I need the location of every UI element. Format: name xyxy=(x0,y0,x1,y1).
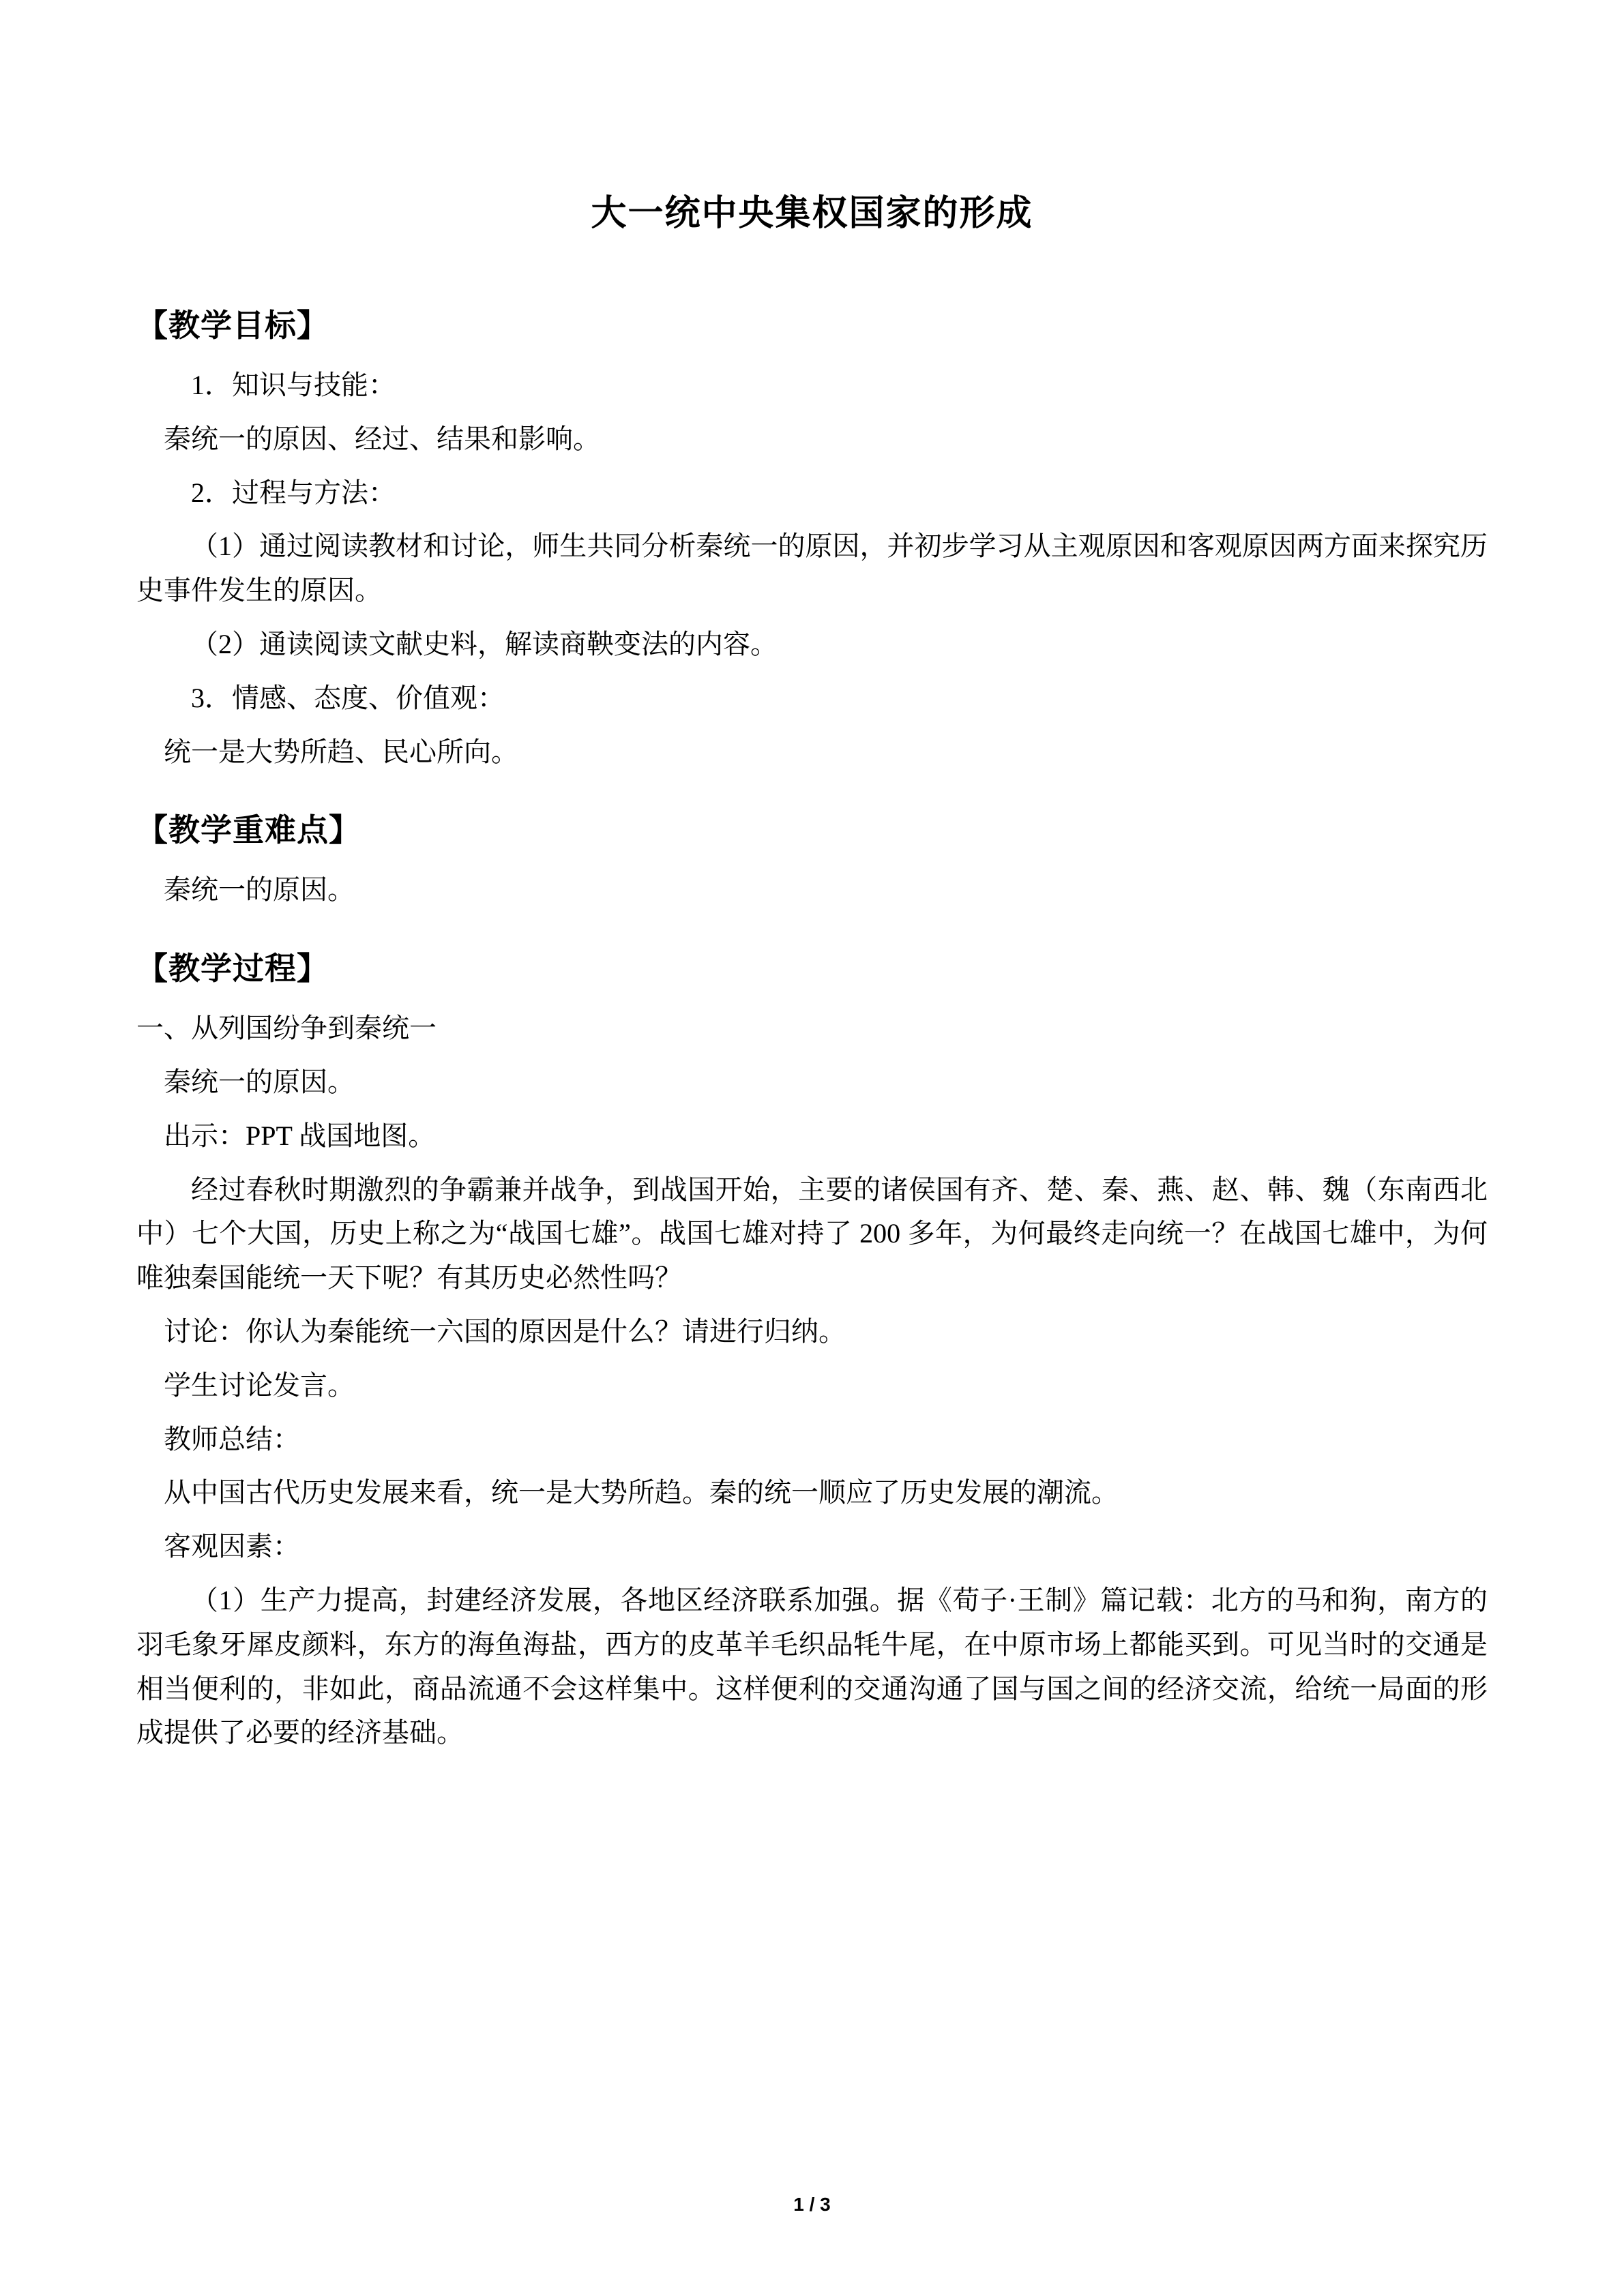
paragraph-objectives-2: 秦统一的原因、经过、结果和影响。 xyxy=(164,423,600,454)
paragraph-process-4: 经过春秋时期激烈的争霸兼并战争，到战国开始，主要的诸侯国有齐、楚、秦、燕、赵、韩、魏（东南西北中）七个大国，历史上称之为“战国七雄”。战国七雄对持了 200 多年，为何最终走向统一？在战国七雄中，为何唯独秦国能统一天下呢？有其历史必然性吗？ xyxy=(136,1174,1488,1294)
paragraph-objectives-4: （1）通过阅读教材和讨论，师生共同分析秦统一的原因，并初步学习从主观原因和客观原因两方面来探究历史事件发生的原因。 xyxy=(136,531,1488,606)
paragraph-objectives-3: 2．过程与方法： xyxy=(191,477,396,508)
paragraph-process-8: 从中国古代历史发展来看，统一是大势所趋。秦的统一顺应了历史发展的潮流。 xyxy=(164,1477,1119,1508)
paragraph-process-6: 学生讨论发言。 xyxy=(164,1369,355,1401)
paragraph-process-5: 讨论：你认为秦能统一六国的原因是什么？请进行归纳。 xyxy=(164,1315,846,1347)
paragraph-objectives-6: 3．情感、态度、价值观： xyxy=(191,682,505,713)
page-footer: 1 / 3 xyxy=(793,2194,831,2215)
section-heading-key-points: 【教学重难点】 xyxy=(136,812,361,848)
paragraph-process-10: （1）生产力提高，封建经济发展，各地区经济联系加强。据《荀子·王制》篇记载：北方的马和狗，南方的羽毛象牙犀皮颜料，东方的海鱼海盐，西方的皮革羊毛织品牦牛尾，在中原市场上都能买到。可见当时的交通是相当便利的，非如此，商品流通不会这样集中。这样便利的交通沟通了国与国之间的经济交流，给统一局面的形成提供了必要的经济基础。 xyxy=(136,1584,1488,1748)
paragraph-process-3: 出示：PPT 战国地图。 xyxy=(164,1120,436,1151)
page-title: 大一统中央集权国家的形成 xyxy=(591,194,1033,233)
paragraph-key-points-1: 秦统一的原因。 xyxy=(164,874,355,906)
paragraph-objectives-1: 1．知识与技能： xyxy=(191,370,396,400)
section-heading-objectives: 【教学目标】 xyxy=(136,308,329,343)
section-heading-process: 【教学过程】 xyxy=(136,951,329,987)
paragraph-objectives-7: 统一是大势所趋、民心所向。 xyxy=(164,736,518,767)
paragraph-process-9: 客观因素： xyxy=(164,1531,300,1562)
paragraph-process-7: 教师总结： xyxy=(164,1423,300,1455)
paragraph-objectives-5: （2）通读阅读文献史料，解读商鞅变法的内容。 xyxy=(191,628,778,659)
paragraph-process-2: 秦统一的原因。 xyxy=(164,1066,355,1097)
paragraph-process-1: 一、从列国纷争到秦统一 xyxy=(136,1013,437,1044)
